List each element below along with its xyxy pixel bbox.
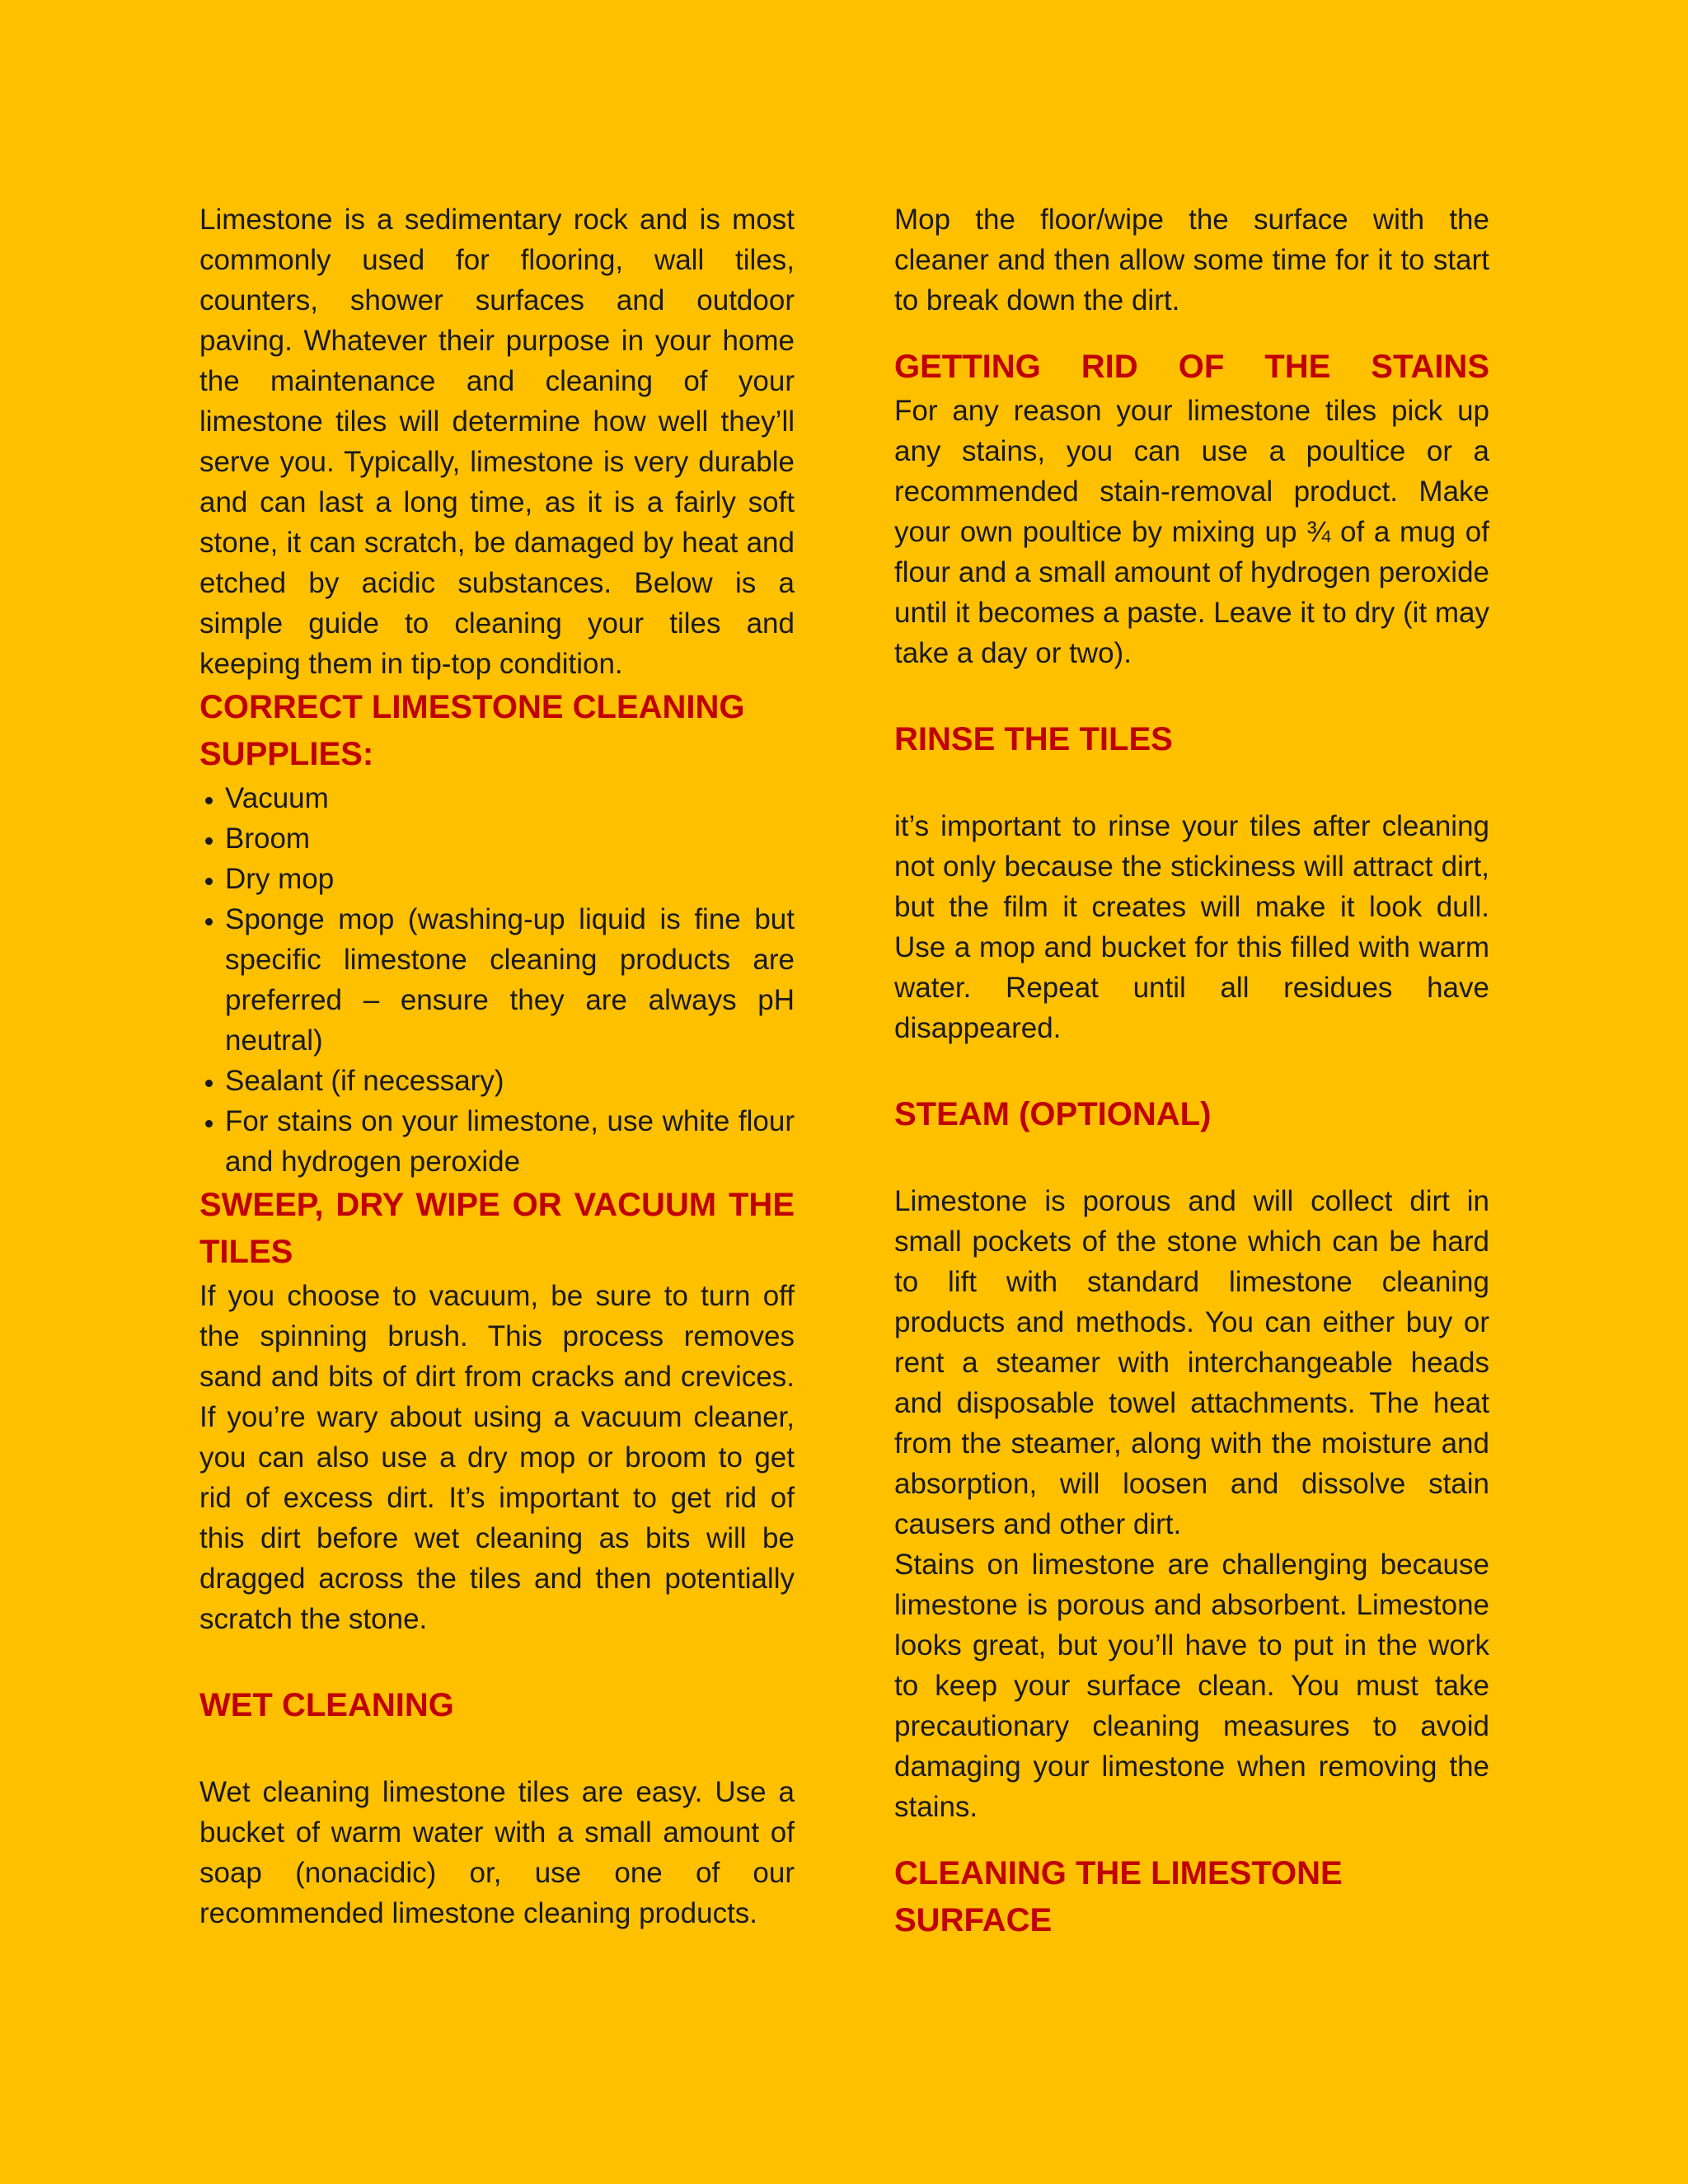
stains-paragraph: For any reason your limestone tiles pick up any stains, you can use a poultice or a recommended stain-removal product. Make your own poultice by mixing up ¾ of a mug of flour and a small amount of hydrogen peroxide until it becomes a paste. Leave it to dry (it may take a day or two). bbox=[894, 395, 1489, 669]
spacer bbox=[894, 1138, 1489, 1181]
sweep-heading: SWEEP, DRY WIPE OR VACUUM THE TILES bbox=[199, 1187, 795, 1270]
rinse-heading: RINSE THE TILES bbox=[894, 721, 1173, 757]
list-item: • For stains on your limestone, use white flour and hydrogen peroxide bbox=[225, 1101, 795, 1182]
spacer bbox=[894, 1827, 1489, 1850]
wet-cleaning-paragraph: Wet cleaning limestone tiles are easy. Use a bucket of warm water with a small amount of soap (nonacidic) or, use one of our recommended limestone cleaning products. bbox=[199, 1776, 795, 1929]
spacer bbox=[894, 673, 1489, 716]
stains-challenge-paragraph: Stains on limestone are challenging because limestone is porous and absorbent. Limestone looks great, but you’ll have to put in the work to keep your surface clean. You must take precautionary cleaning measures to avoid damaging your limestone when removing the stains. bbox=[894, 1549, 1489, 1823]
left-column bbox=[199, 199, 795, 1933]
list-item: • Vacuum bbox=[225, 778, 795, 818]
wet-cleaning-heading: WET CLEANING bbox=[199, 1687, 454, 1723]
supplies-heading: CORRECT LIMESTONE CLEANING SUPPLIES: bbox=[199, 689, 745, 772]
spacer bbox=[199, 1639, 795, 1682]
spacer bbox=[894, 321, 1489, 344]
spacer bbox=[894, 763, 1489, 806]
spacer bbox=[894, 1048, 1489, 1091]
stains-heading: GETTING RID OF THE STAINS bbox=[894, 349, 1489, 385]
list-item: • Dry mop bbox=[225, 859, 795, 899]
supplies-list bbox=[199, 778, 795, 1182]
steam-paragraph: Limestone is porous and will collect dirt in small pockets of the stone which can be hard to lift with standard limestone cleaning products and methods. You can either buy or rent a steamer with interchangeable heads and disposable towel attachments. The heat from the steamer, along with the moisture and absorption, will loosen and dissolve stain causers and other dirt. bbox=[894, 1185, 1489, 1540]
right-column bbox=[894, 199, 1489, 1944]
list-item: • Sealant (if necessary) bbox=[225, 1061, 795, 1101]
intro-paragraph: Limestone is a sedimentary rock and is most commonly used for flooring, wall tiles, counters, shower surfaces and outdoor paving. Whatever their purpose in your home the maintenance and cleaning of your limestone tiles will determine how well they’ll serve you. Typically, limestone is very durable and can last a long time, as it is a fairly soft stone, it can scratch, be damaged by heat and etched by acidic substances. Below is a simple guide to cleaning your tiles and keeping them in tip-top condition. bbox=[199, 204, 795, 680]
surface-heading: CLEANING THE LIMESTONE SURFACE bbox=[894, 1855, 1343, 1938]
sweep-paragraph: If you choose to vacuum, be sure to turn off the spinning brush. This process removes sand and bits of dirt from cracks and crevices. If you’re wary about using a vacuum cleaner, you can also use a dry mop or broom to get rid of excess dirt. It’s important to get rid of this dirt before wet cleaning as bits will be dragged across the tiles and then potentially scratch the stone. bbox=[199, 1280, 795, 1635]
steam-heading: STEAM (OPTIONAL) bbox=[894, 1096, 1212, 1132]
mop-paragraph: Mop the floor/wipe the surface with the cleaner and then allow some time for it to start to break down the dirt. bbox=[894, 204, 1489, 316]
spacer bbox=[199, 1729, 795, 1772]
rinse-paragraph: it’s important to rinse your tiles after cleaning not only because the stickiness will attract dirt, but the film it creates will make it look dull. Use a mop and bucket for this filled with warm water. Repeat until all residues have disappeared. bbox=[894, 810, 1489, 1044]
list-item: • Broom bbox=[225, 818, 795, 859]
list-item: • Sponge mop (washing-up liquid is fine but specific limestone cleaning products are preferred – ensure they are always pH neutral) bbox=[225, 899, 795, 1061]
